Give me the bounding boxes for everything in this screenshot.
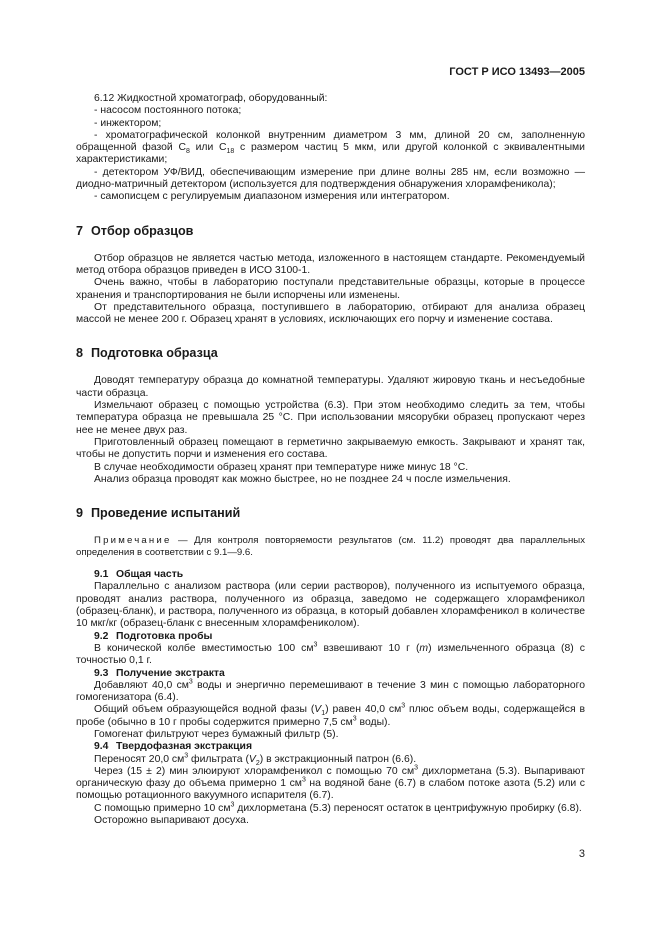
text-run: воды).: [356, 716, 391, 728]
subsection-number: 9.2: [94, 630, 109, 642]
text-run: дихлорметана (5.3). Выпаривают органическую фазу до объема примерно 1 см: [76, 765, 586, 790]
paragraph: [76, 803, 585, 815]
section-heading: [76, 346, 585, 361]
text-run: воды и энергично перемешивают в течение 3 мин с помощью лабораторного гомогенизатора (6.4).: [76, 679, 585, 704]
paragraph: От представительного образца, поступившего в лабораторию, отбирают для анализа образец массой не менее 200 г. Образец хранят в условиях, исключающих его порчу и изменение состава.: [76, 301, 585, 326]
text-run: на водяной бане (6.7) в слабом потоке азота (5.2) или с помощью ротационного вакуумного испарителя (6.7).: [76, 778, 586, 802]
paragraph: [76, 680, 585, 705]
list-item: - инжектором;: [94, 117, 162, 129]
subsection-heading: [76, 668, 585, 680]
subsection-heading: [76, 569, 585, 581]
superscript: 3: [188, 678, 193, 686]
superscript: 3: [401, 702, 406, 710]
section-7: [76, 224, 585, 327]
text-run: взвешивают 10 г (: [317, 642, 420, 654]
section-6-12: [76, 93, 585, 204]
text-run: с размером частиц 5 мкм, или другой колонкой с эквивалентными характеристиками;: [76, 142, 585, 166]
section-number: 9: [76, 506, 84, 521]
subscript: 8: [185, 148, 190, 156]
section-heading: [76, 506, 585, 521]
subsection-title: Общая часть: [116, 569, 184, 581]
paragraph: Осторожно выпаривают досуха.: [94, 815, 249, 827]
paragraph: Анализ образца проводят как можно быстрее, но не позднее 24 ч после измельчения.: [94, 473, 511, 485]
paragraph: [76, 754, 585, 766]
symbol-v: V: [314, 704, 322, 716]
symbol-m: m: [419, 642, 429, 654]
document-code: ГОСТ Р ИСО 13493—2005: [449, 66, 585, 78]
section-number: 8: [76, 346, 84, 361]
text-run: В конической колбе вместимостью 100 см: [94, 642, 314, 654]
paragraph: Отбор образцов не является частью метода, изложенного в настоящем стандарте. Рекомендуемый метод отбора образцов приведен в ИСО 3100-1.: [76, 252, 585, 276]
page-body: [76, 93, 585, 827]
section-number: 7: [76, 223, 84, 238]
list-item: - насосом постоянного потока;: [94, 105, 242, 117]
note: [76, 535, 585, 559]
text-run: ) в экстракционный патрон (6.6).: [259, 753, 417, 765]
paragraph: [76, 643, 585, 668]
paragraph: [76, 766, 585, 803]
subsection-title: Твердофазная экстракция: [116, 741, 253, 753]
superscript: 3: [414, 764, 419, 772]
text-run: ) равен 40,0 см: [325, 704, 402, 716]
section-title: Подготовка образца: [91, 346, 218, 361]
symbol-v: V: [248, 753, 256, 765]
subsection-number: 9.1: [94, 569, 109, 581]
paragraph: Очень важно, чтобы в лабораторию поступали представительные образцы, которые в процессе хранения и транспортирования не были испорчены или изменены.: [76, 277, 585, 301]
paragraph: Параллельно с анализом раствора (или серии растворов), полученного из испытуемого образца, проводят анализ раствора, полученного из образца, заведомо не содержащего хлорамфеникол (образец-бланк), и раствора, полученного из образца, в который добавлен хлорамфеникол в количестве 10 мкг/кг (образец-бланк с внесенным хлорамфениколом).: [76, 581, 585, 630]
text-run: Переносят 20,0 см: [94, 753, 185, 765]
subsection-number: 9.3: [94, 667, 109, 679]
subscript: 18: [226, 148, 235, 156]
text-run: или С: [189, 142, 227, 154]
section-title: Проведение испытаний: [91, 506, 241, 521]
text-run: Общий объем образующейся водной фазы (: [94, 704, 315, 716]
text-run: ) измельченного образца (8) с точностью 0,1 г.: [76, 642, 585, 667]
superscript: 3: [301, 776, 306, 784]
superscript: 3: [230, 801, 235, 809]
paragraph: Приготовленный образец помещают в герметично закрываемую емкость. Закрывают и хранят так, чтобы не допустить порчи и изменения его состава.: [76, 436, 585, 461]
subsection-heading: [76, 631, 585, 643]
superscript: 3: [184, 752, 189, 760]
subsection-number: 9.4: [94, 741, 109, 753]
text-run: дихлорметана (5.3) переносят остаток в центрифужную пробирку (6.8).: [234, 802, 582, 814]
superscript: 3: [352, 715, 357, 723]
page-number: 3: [578, 848, 585, 860]
text-run: С помощью примерно 10 см: [94, 802, 231, 814]
note-text: — Для контроля повторяемости результатов (см. 11.2) проводят два параллельных определения в соответствии с 9.1—9.6.: [76, 535, 585, 559]
list-item: [76, 130, 585, 167]
subsection-title: Подготовка пробы: [116, 630, 213, 642]
clause-6-12-title: 6.12 Жидкостной хроматограф, оборудованный:: [94, 93, 328, 104]
text-run: Через (15 ± 2) мин элюируют хлорамфеникол с помощью 70 см: [94, 765, 415, 777]
list-item: - самописцем с регулируемым диапазоном измерения или интегратором.: [94, 191, 450, 203]
paragraph: Доводят температуру образца до комнатной температуры. Удаляют жировую ткань и несъедобные части образца.: [76, 375, 585, 399]
paragraph: Гомогенат фильтруют через бумажный фильтр (5).: [94, 728, 339, 740]
paragraph: Измельчают образец с помощью устройства (6.3). При этом необходимо следить за тем, чтобы температура образца не превышала 25 °С. При использовании мясорубки образец пропускают через нее не менее двух раз.: [76, 400, 585, 436]
section-9: [76, 506, 585, 827]
paragraph: В случае необходимости образец хранят при температуре ниже минус 18 °С.: [94, 461, 469, 473]
subscript: 1: [321, 710, 326, 718]
note-label: Примечание: [94, 535, 172, 547]
subsection-title: Получение экстракта: [116, 667, 225, 679]
text-run: Добавляют 40,0 см: [94, 679, 189, 691]
text-run: плюс объем воды, содержащейся в пробе (обычно в 10 г пробы содержится примерно 7,5 см: [76, 704, 585, 728]
text-run: - хроматографической колонкой внутренним диаметром 3 мм, длиной 20 см, заполненную обращенной фазой С: [76, 129, 585, 154]
section-title: Отбор образцов: [91, 223, 194, 238]
paragraph: [76, 704, 585, 729]
list-item: - детектором УФ/ВИД, обеспечивающим измерение при длине волны 285 нм, если возможно — диодно-матричный детектором (используется для подтверждения обнаружения хлорамфеникола);: [76, 166, 585, 191]
section-8: [76, 346, 585, 486]
section-heading: [76, 224, 585, 239]
subsection-heading: [76, 741, 585, 753]
superscript: 3: [313, 641, 318, 649]
text-run: фильтрата (: [188, 753, 249, 765]
subscript: 2: [255, 759, 260, 767]
